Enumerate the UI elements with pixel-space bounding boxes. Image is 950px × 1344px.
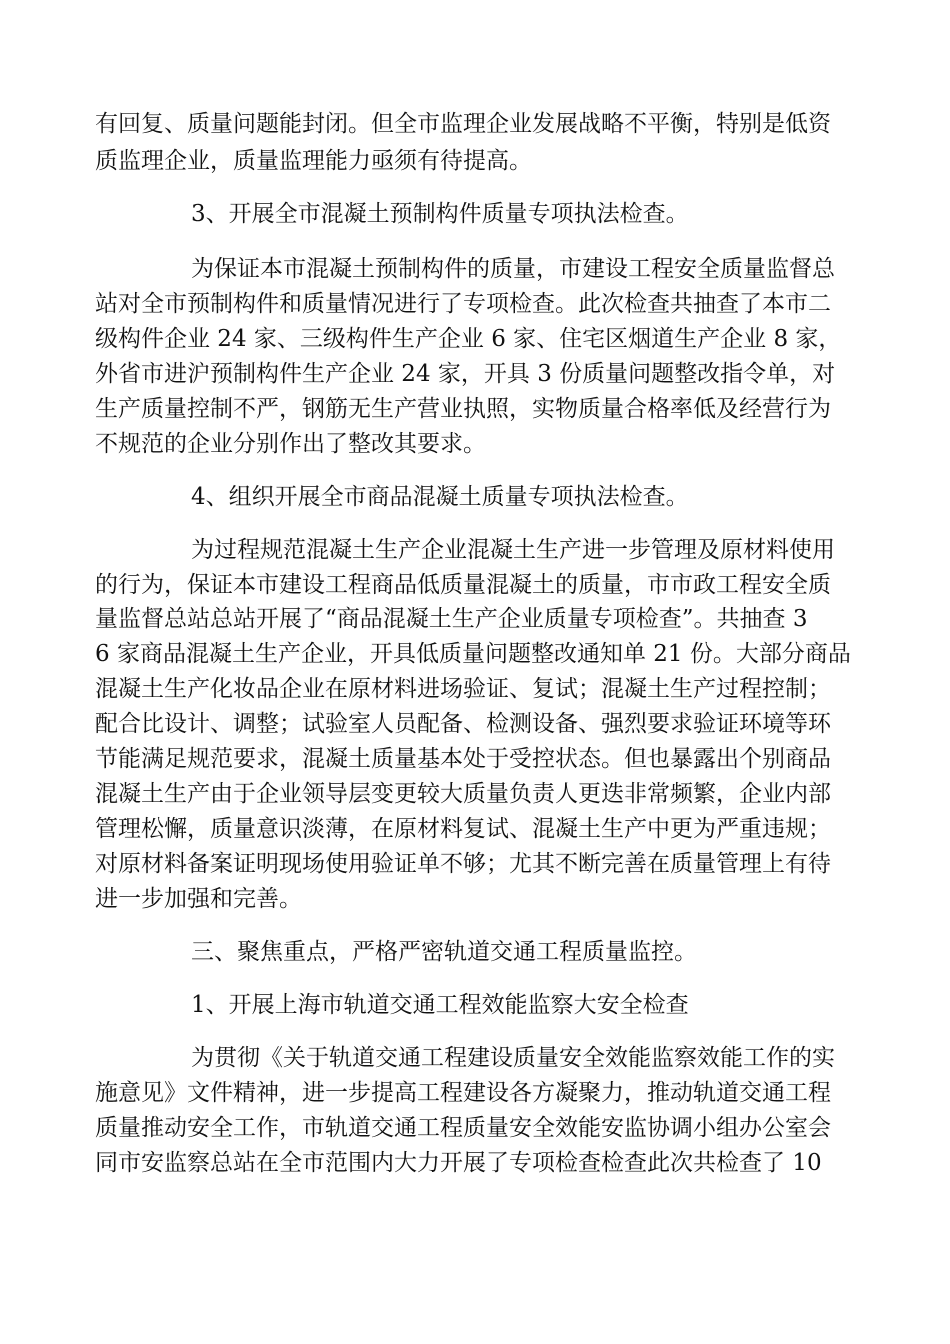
section-heading: 3、开展全市混凝土预制构件质量专项执法检查。 (191, 201, 689, 227)
text-line: 有回复、质量问题能封闭。但全市监理企业发展战略不平衡，特别是低资 (95, 111, 831, 137)
text-line: 质量推动安全工作，市轨道交通工程质量安全效能安监协调小组办公室会 (95, 1115, 831, 1141)
text-line: 生产质量控制不严，钢筋无生产营业执照，实物质量合格率低及经营行为 (95, 396, 831, 422)
text-line: 级构件企业 24 家、三级构件生产企业 6 家、住宅区烟道生产企业 8 家， (95, 326, 842, 352)
text-line: 量监督总站总站开展了“商品混凝土生产企业质量专项检查”。共抽查 3 (95, 606, 808, 632)
text-line: 配合比设计、调整；试验室人员配备、检测设备、强烈要求验证环境等环 (95, 711, 831, 737)
text-line: 为保证本市混凝土预制构件的质量，市建设工程安全质量监督总 (191, 256, 835, 282)
text-line: 同市安监察总站在全市范围内大力开展了专项检查检查此次共检查了 10 (95, 1150, 822, 1176)
text-line: 为过程规范混凝土生产企业混凝土生产进一步管理及原材料使用 (191, 537, 835, 563)
section-heading: 1、开展上海市轨道交通工程效能监察大安全检查 (191, 992, 689, 1018)
text-line: 混凝土生产由于企业领导层变更较大质量负责人更迭非常频繁，企业内部 (95, 781, 831, 807)
text-line: 不规范的企业分别作出了整改其要求。 (95, 431, 486, 457)
text-line: 管理松懈，质量意识淡薄，在原材料复试、混凝土生产中更为严重违规； (95, 816, 831, 842)
text-line: 质监理企业，质量监理能力亟须有待提高。 (95, 148, 532, 174)
text-line: 站对全市预制构件和质量情况进行了专项检查。此次检查共抽查了本市二 (95, 291, 831, 317)
text-line: 进一步加强和完善。 (95, 886, 302, 912)
text-line: 混凝土生产化妆品企业在原材料进场验证、复试；混凝土生产过程控制； (95, 676, 831, 702)
text-line: 外省市进沪预制构件生产企业 24 家，开具 3 份质量问题整改指令单，对 (95, 361, 836, 387)
text-line: 的行为，保证本市建设工程商品低质量混凝土的质量，市市政工程安全质 (95, 572, 831, 598)
text-line: 对原材料备案证明现场使用验证单不够；尤其不断完善在质量管理上有待 (95, 851, 831, 877)
text-line: 施意见》文件精神，进一步提高工程建设各方凝聚力，推动轨道交通工程 (95, 1080, 831, 1106)
section-heading: 三、聚焦重点，严格严密轨道交通工程质量监控。 (191, 939, 697, 965)
section-heading: 4、组织开展全市商品混凝土质量专项执法检查。 (191, 484, 689, 510)
text-line: 6 家商品混凝土生产企业，开具低质量问题整改通知单 21 份。大部分商品 (95, 641, 851, 667)
text-line: 节能满足规范要求，混凝土质量基本处于受控状态。但也暴露出个别商品 (95, 746, 831, 772)
text-line: 为贯彻《关于轨道交通工程建设质量安全效能监察效能工作的实 (191, 1045, 835, 1071)
